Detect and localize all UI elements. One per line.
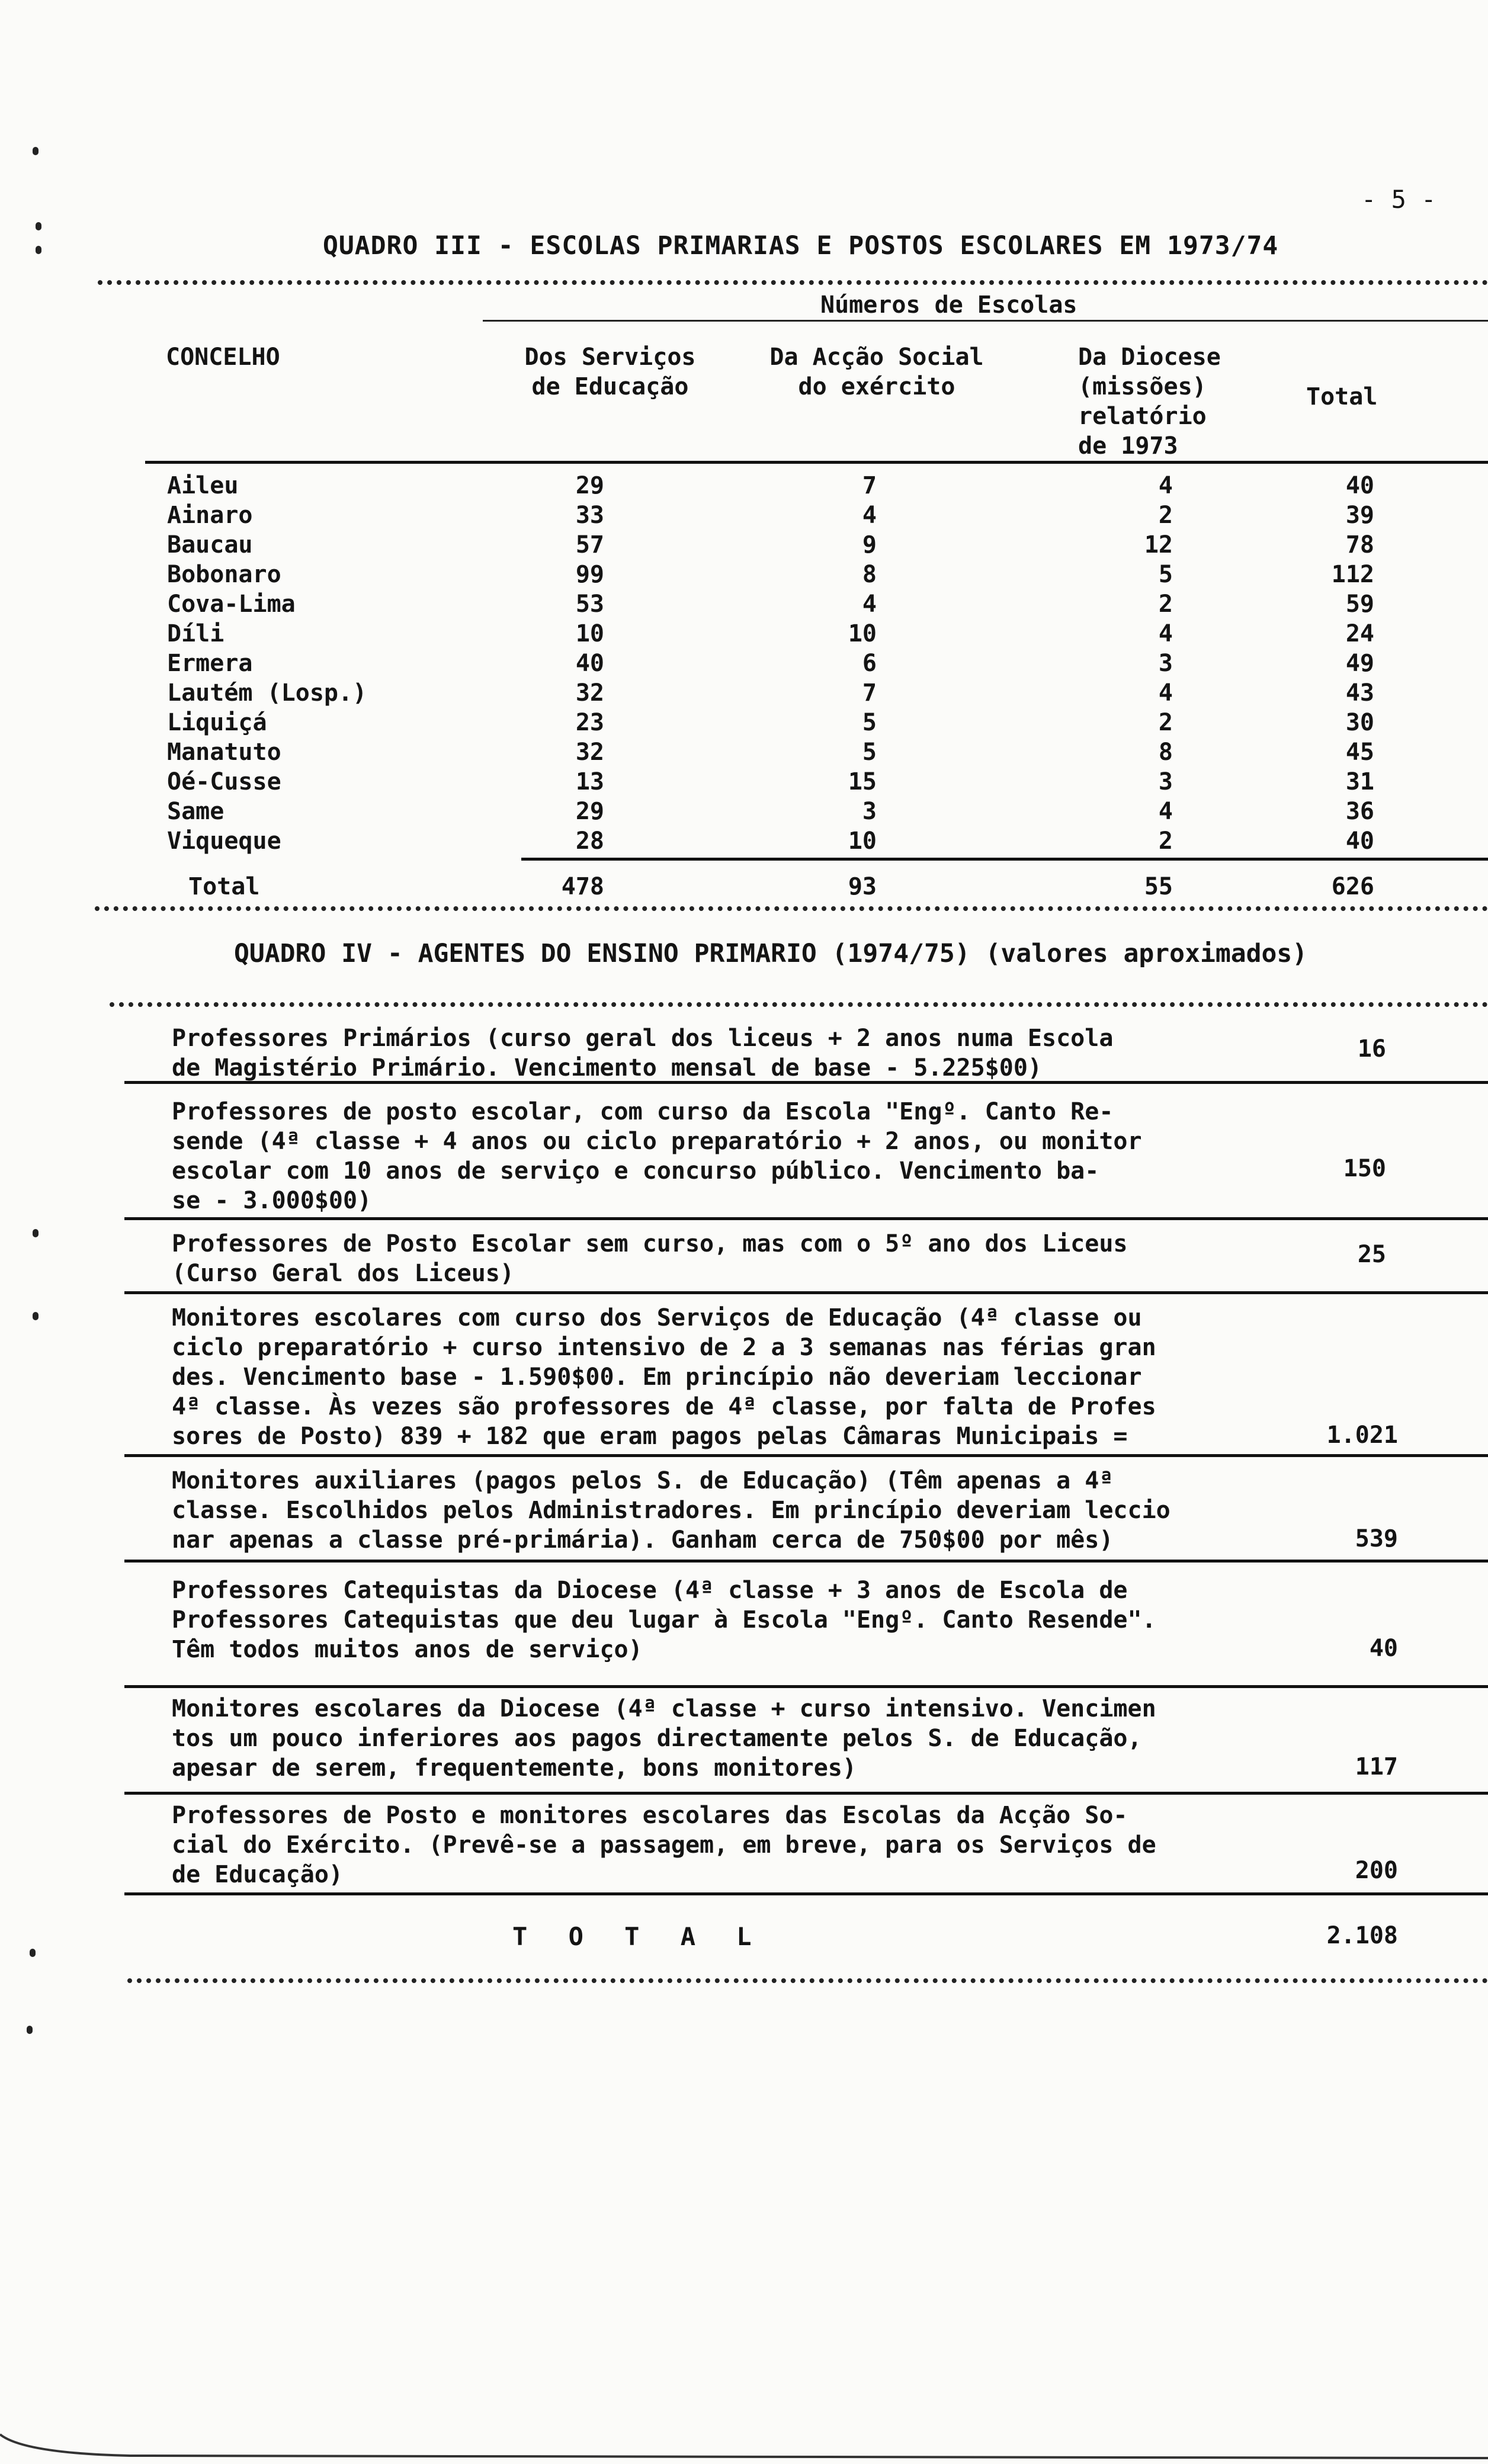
concelho-name: Lautém (Losp.) (167, 679, 367, 707)
table-row (0, 500, 1488, 530)
grand-total: 626 (1331, 873, 1374, 900)
table-row (0, 678, 1488, 708)
header-bottom-rule (145, 461, 1488, 464)
concelho-name: Manatuto (167, 739, 281, 766)
agent-value: 539 (1355, 1525, 1398, 1552)
accao-value: 10 (848, 620, 877, 647)
servicos-value: 10 (575, 620, 604, 647)
col-total-header: Total (1306, 383, 1378, 410)
agent-value: 1.021 (1326, 1422, 1398, 1449)
total-value: 78 (1345, 531, 1374, 559)
scan-mark (33, 1229, 39, 1237)
col-diocese-line3: relatório (1078, 403, 1207, 430)
item-separator (124, 1685, 1488, 1688)
item-separator (124, 1792, 1488, 1795)
sum-rule (521, 858, 1488, 861)
concelho-name: Díli (167, 620, 225, 647)
diocese-value: 4 (1158, 679, 1173, 707)
diocese-value: 3 (1158, 768, 1173, 795)
table-row (0, 649, 1488, 678)
diocese-value: 2 (1158, 827, 1173, 855)
servicos-value: 32 (575, 679, 604, 707)
servicos-value: 40 (575, 650, 604, 677)
col-concelho: CONCELHO (166, 344, 280, 371)
col-accao-line1: Da Acção Social (769, 344, 984, 371)
total-value: 49 (1345, 650, 1374, 677)
servicos-total: 478 (561, 873, 604, 900)
agent-item: Monitores escolares da Diocese (4ª classe + curso intensivo. Vencimen tos um pouco inferiores aos pagos directamente pelos S. de Educação, apesar de serem, frequentemente, bons monitores) (172, 1695, 1156, 1782)
agent-item: Monitores escolares com curso dos Serviços de Educação (4ª classe ou ciclo preparatório + curso intensivo de 2 a 3 semanas nas férias gran des. Vencimento base - 1.590$00. Em princípio não deveriam leccionar 4ª classe. Às vezes são professores de 4ª classe, por falta de Profes sores de Posto) 839 + 182 que eram pagos pelas Câmaras Municipais = (172, 1304, 1156, 1450)
accao-value: 3 (862, 798, 877, 825)
servicos-value: 28 (575, 827, 604, 855)
total-value: 43 (1345, 679, 1374, 707)
accao-value: 7 (862, 472, 877, 499)
total-value: 24 (1345, 620, 1374, 647)
total-value: 39 (1345, 502, 1374, 529)
accao-value: 10 (848, 827, 877, 855)
agent-item: Professores Catequistas da Diocese (4ª classe + 3 anos de Escola de Professores Catequistas que deu lugar à Escola "Engº. Canto Resende". Têm todos muitos anos de serviço) (172, 1577, 1156, 1663)
agent-item: Professores Primários (curso geral dos liceus + 2 anos numa Escola de Magistério Primário. Vencimento mensal de base - 5.225$00) (172, 1025, 1114, 1082)
servicos-value: 32 (575, 739, 604, 766)
concelho-name: Viqueque (167, 827, 281, 855)
quadro4-top-rule (110, 1002, 1488, 1007)
concelho-name: Aileu (167, 472, 239, 499)
servicos-value: 23 (575, 709, 604, 736)
item-separator (124, 1291, 1488, 1294)
total-value: 112 (1331, 561, 1374, 588)
total-value: 31 (1345, 768, 1374, 795)
agent-item: Professores de Posto Escolar sem curso, mas com o 5º ano dos Liceus (Curso Geral dos Liceus) (172, 1230, 1128, 1287)
diocese-value: 4 (1158, 798, 1173, 825)
concelho-name: Oé-Cusse (167, 768, 281, 795)
quadro3-bottom-rule (95, 906, 1488, 911)
quadro3-title: QUADRO III - ESCOLAS PRIMARIAS E POSTOS ESCOLARES EM 1973/74 (323, 231, 1279, 261)
diocese-value: 2 (1158, 502, 1173, 529)
accao-value: 7 (862, 679, 877, 707)
scan-mark (30, 1949, 36, 1957)
table-row (0, 708, 1488, 737)
quadro4-total-value: 2.108 (1326, 1922, 1398, 1949)
total-value: 30 (1345, 709, 1374, 736)
col-diocese-header (1078, 342, 1221, 461)
item-separator (124, 1560, 1488, 1563)
col-diocese-line4: de 1973 (1078, 432, 1178, 460)
table-row (0, 797, 1488, 826)
col-diocese-line1: Da Diocese (1078, 344, 1221, 371)
item-separator (124, 1454, 1488, 1457)
agent-value: 16 (1357, 1035, 1386, 1063)
agent-item: Professores de posto escolar, com curso da Escola "Engº. Canto Re- sende (4ª classe + 4 anos ou ciclo preparatório + 2 anos, ou monitor escolar com 10 anos de serviço e concurso público. Vencimento ba- se - 3.000$00) (172, 1098, 1142, 1214)
group-header-rule (483, 320, 1488, 322)
table-row (0, 826, 1488, 856)
page-number: - 5 - (1361, 185, 1436, 214)
accao-value: 4 (862, 502, 877, 529)
concelho-name: Liquiçá (167, 709, 267, 736)
quadro4-total-label: T O T A L (512, 1922, 765, 1951)
concelho-name: Cova-Lima (167, 591, 296, 618)
total-value: 36 (1345, 798, 1374, 825)
servicos-value: 33 (575, 502, 604, 529)
col-accao-header (746, 342, 1007, 402)
scan-mark (36, 222, 41, 230)
total-value: 40 (1345, 827, 1374, 855)
agent-value: 200 (1355, 1857, 1398, 1884)
diocese-value: 2 (1158, 591, 1173, 618)
total-row (0, 872, 1488, 901)
table-row (0, 589, 1488, 619)
diocese-value: 4 (1158, 620, 1173, 647)
item-separator (124, 1892, 1488, 1895)
concelho-name: Same (167, 798, 225, 825)
agent-value: 40 (1369, 1635, 1398, 1662)
col-diocese-line2: (missões) (1078, 373, 1207, 400)
col-servicos-line1: Dos Serviços (524, 344, 696, 371)
table-row (0, 619, 1488, 649)
accao-value: 15 (848, 768, 877, 795)
col-accao-line2: do exército (798, 373, 955, 400)
scan-mark (36, 246, 41, 254)
table-row (0, 530, 1488, 560)
diocese-value: 3 (1158, 650, 1173, 677)
scan-mark (33, 1312, 39, 1320)
agent-value: 25 (1357, 1241, 1386, 1268)
concelho-name: Bobonaro (167, 561, 281, 588)
agent-value: 150 (1343, 1155, 1386, 1182)
quadro4-title: QUADRO IV - AGENTES DO ENSINO PRIMARIO (1974/75) (valores aproximados) (234, 939, 1308, 968)
servicos-value: 57 (575, 531, 604, 559)
table-row (0, 471, 1488, 500)
table-row (0, 737, 1488, 767)
col-servicos-header (492, 342, 729, 402)
servicos-value: 29 (575, 798, 604, 825)
col-servicos-line2: de Educação (531, 373, 689, 400)
servicos-value: 99 (575, 561, 604, 588)
servicos-value: 29 (575, 472, 604, 499)
servicos-value: 13 (575, 768, 604, 795)
table-row (0, 767, 1488, 797)
servicos-value: 53 (575, 591, 604, 618)
diocese-value: 12 (1144, 531, 1173, 559)
item-separator (124, 1217, 1488, 1220)
diocese-value: 4 (1158, 472, 1173, 499)
quadro4-bottom-rule (127, 1978, 1488, 1983)
table-row (0, 560, 1488, 589)
diocese-value: 2 (1158, 709, 1173, 736)
total-value: 40 (1345, 472, 1374, 499)
total-label: Total (188, 873, 260, 900)
agent-item: Professores de Posto e monitores escolares das Escolas da Acção So- cial do Exército. (Prevê-se a passagem, em breve, para os Serviços de de Educação) (172, 1802, 1156, 1888)
accao-value: 9 (862, 531, 877, 559)
accao-value: 5 (862, 709, 877, 736)
item-separator (124, 1081, 1488, 1084)
diocese-total: 55 (1144, 873, 1173, 900)
accao-value: 6 (862, 650, 877, 677)
accao-value: 4 (862, 591, 877, 618)
scan-mark (27, 2026, 33, 2034)
accao-value: 5 (862, 739, 877, 766)
agent-item: Monitores auxiliares (pagos pelos S. de Educação) (Têm apenas a 4ª classe. Escolhidos pelos Administradores. Em princípio deveriam leccio nar apenas a classe pré-primária). Ganham cerca de 750$00 por mês) (172, 1467, 1170, 1554)
concelho-name: Ainaro (167, 502, 253, 529)
diocese-value: 5 (1158, 561, 1173, 588)
concelho-name: Baucau (167, 531, 253, 559)
group-header: Números de Escolas (820, 291, 1077, 319)
scan-edge-curve (0, 2428, 1488, 2464)
agent-value: 117 (1355, 1753, 1398, 1780)
total-value: 59 (1345, 591, 1374, 618)
diocese-value: 8 (1158, 739, 1173, 766)
accao-total: 93 (848, 873, 877, 900)
concelho-name: Ermera (167, 650, 253, 677)
scan-mark (33, 147, 39, 155)
accao-value: 8 (862, 561, 877, 588)
total-value: 45 (1345, 739, 1374, 766)
quadro3-top-rule (98, 280, 1488, 285)
